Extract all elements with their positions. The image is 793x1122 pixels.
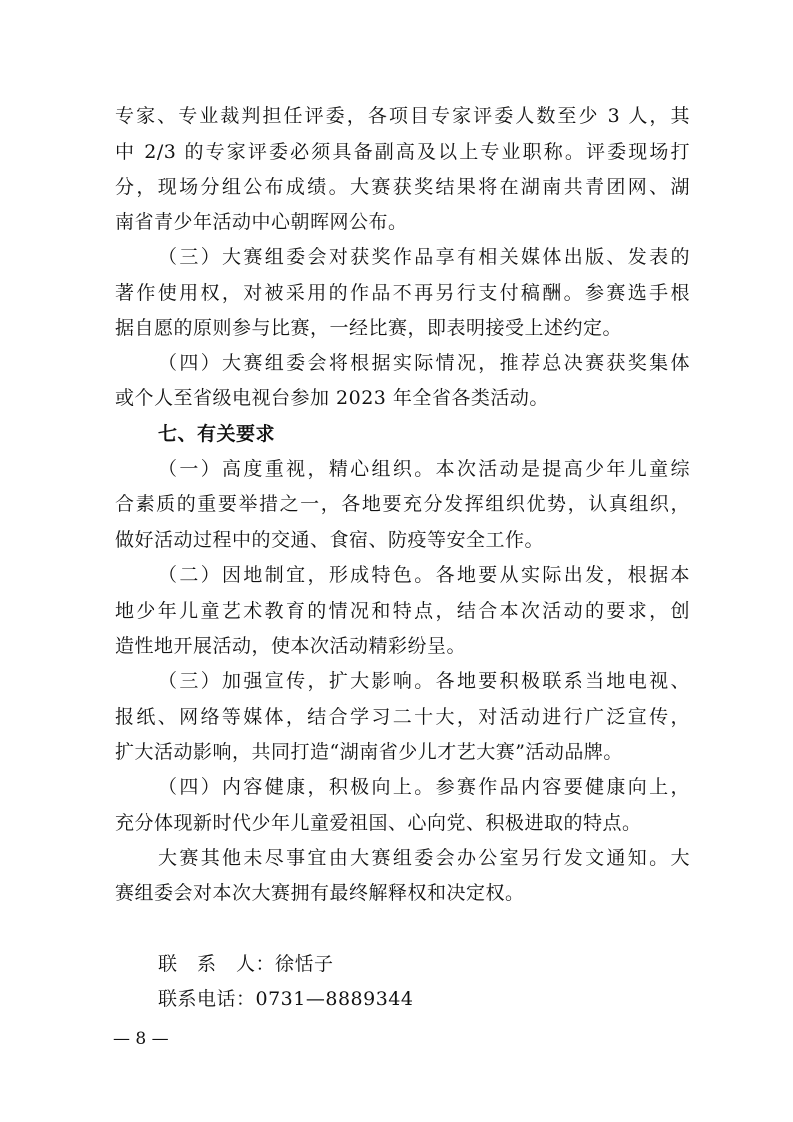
paragraph-line: 做好活动过程中的交通、食宿、防疫等安全工作。 [115, 529, 545, 551]
section-heading: 七、有关要求 [158, 423, 276, 445]
paragraph-line: 造性地开展活动，使本次活动精彩纷呈。 [115, 635, 467, 657]
paragraph-line: 或个人至省级电视台参加 2023 年全省各类活动。 [115, 387, 549, 409]
contact-phone: 联系电话：0731—8889344 [158, 988, 414, 1010]
contact-person: 联 系 人：徐恬子 [158, 953, 334, 975]
paragraph-line: 报纸、网络等媒体，结合学习二十大，对活动进行广泛宣传， [115, 706, 690, 728]
page-number: — 8 — [113, 1029, 169, 1049]
paragraph-line: （二）因地制宜，形成特色。各地要从实际出发，根据本 [158, 564, 690, 586]
paragraph-line: 著作使用权，对被采用的作品不再另行支付稿酬。参赛选手根 [115, 282, 690, 304]
paragraph-line: （三）大赛组委会对获奖作品享有相关媒体出版、发表的 [158, 246, 690, 268]
paragraph-line: 赛组委会对本次大赛拥有最终解释权和决定权。 [115, 882, 525, 904]
paragraph-line: 地少年儿童艺术教育的情况和特点，结合本次活动的要求，创 [115, 600, 690, 622]
paragraph-line: 专家、专业裁判担任评委，各项目专家评委人数至少 3 人，其 [115, 105, 690, 127]
paragraph-line: 南省青少年活动中心朝晖网公布。 [115, 211, 408, 233]
paragraph-line: 中 2/3 的专家评委必须具备副高及以上专业职称。评委现场打 [115, 141, 690, 163]
paragraph-line: 合素质的重要举措之一，各地要充分发挥组织优势，认真组织， [115, 493, 690, 515]
paragraph-line: （四）大赛组委会将根据实际情况，推荐总决赛获奖集体 [158, 352, 690, 374]
paragraph-line: （三）加强宣传，扩大影响。各地要积极联系当地电视、 [158, 670, 690, 692]
paragraph-line: 据自愿的原则参与比赛，一经比赛，即表明接受上述约定。 [115, 317, 623, 339]
paragraph-line: （四）内容健康，积极向上。参赛作品内容要健康向上， [158, 776, 690, 798]
paragraph-line: 充分体现新时代少年儿童爱祖国、心向党、积极进取的特点。 [115, 812, 642, 834]
paragraph-line: 分，现场分组公布成绩。大赛获奖结果将在湖南共青团网、湖 [115, 176, 690, 198]
paragraph-line: 大赛其他未尽事宜由大赛组委会办公室另行发文通知。大 [158, 847, 690, 869]
paragraph-line: 扩大活动影响，共同打造“湖南省少儿才艺大赛”活动品牌。 [115, 741, 623, 763]
paragraph-line: （一）高度重视，精心组织。本次活动是提高少年儿童综 [158, 458, 690, 480]
